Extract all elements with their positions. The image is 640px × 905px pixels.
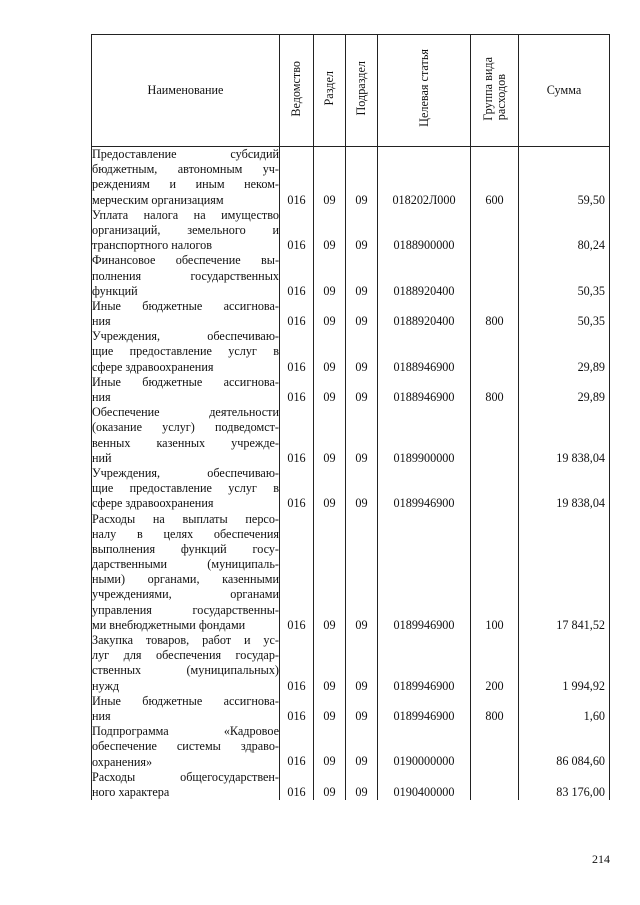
row-sum: 50,35	[519, 253, 610, 299]
table-row	[92, 329, 610, 375]
budget-table	[91, 34, 610, 800]
row-target: 0189900000	[378, 405, 471, 466]
row-dept: 016	[280, 253, 314, 299]
row-exp-group	[471, 405, 519, 466]
table-row	[92, 466, 610, 512]
row-target: 0188920400	[378, 253, 471, 299]
row-dept: 016	[280, 329, 314, 375]
row-name-line: нужд	[92, 678, 120, 693]
row-name-line: Закупка товаров, работ и ус-	[92, 633, 279, 647]
row-section: 09	[314, 512, 346, 634]
row-name-line: ственных (муниципальных)	[92, 663, 279, 678]
row-dept: 016	[280, 375, 314, 405]
row-name	[92, 253, 280, 299]
row-name-line: Предоставление субсидий	[92, 147, 279, 161]
row-subsection: 09	[346, 147, 378, 208]
row-exp-group: 600	[471, 147, 519, 208]
row-name-line: дарственными (муниципаль-	[92, 557, 279, 572]
row-name-line: охранения»	[92, 754, 153, 769]
row-name-line: налу в целях обеспечения	[92, 526, 279, 541]
header-subsection: Подраздел	[346, 35, 378, 147]
row-target: 0188900000	[378, 208, 471, 254]
row-dept: 016	[280, 512, 314, 634]
row-exp-group: 800	[471, 694, 519, 724]
row-subsection: 09	[346, 329, 378, 375]
table-row	[92, 512, 610, 634]
row-dept: 016	[280, 299, 314, 329]
row-name-line: луг для обеспечения государ-	[92, 648, 279, 663]
row-subsection: 09	[346, 375, 378, 405]
header-sum: Сумма	[519, 35, 610, 147]
row-sum: 50,35	[519, 299, 610, 329]
row-subsection: 09	[346, 299, 378, 329]
row-subsection: 09	[346, 633, 378, 694]
row-name-line: щие предоставление услуг в	[92, 481, 279, 496]
row-name-line: ного характера	[92, 784, 170, 799]
row-sum: 80,24	[519, 208, 610, 254]
row-name-line: функций	[92, 283, 138, 298]
row-name-line: полнения государственных	[92, 268, 279, 283]
row-sum: 83 176,00	[519, 770, 610, 800]
row-exp-group	[471, 253, 519, 299]
row-name-line: щие предоставление услуг в	[92, 344, 279, 359]
row-name-line: ми внебюджетными фондами	[92, 617, 246, 632]
row-name-line: Иные бюджетные ассигнова-	[92, 693, 279, 708]
row-sum: 17 841,52	[519, 512, 610, 634]
row-name	[92, 147, 280, 208]
row-dept: 016	[280, 147, 314, 208]
row-sum: 29,89	[519, 329, 610, 375]
row-dept: 016	[280, 633, 314, 694]
row-name	[92, 512, 280, 634]
row-target: 0189946900	[378, 512, 471, 634]
row-name-line: венных казенных учрежде-	[92, 435, 279, 450]
row-name-line: организаций, земельного и	[92, 222, 279, 237]
row-section: 09	[314, 299, 346, 329]
row-name-line: Иные бюджетные ассигнова-	[92, 374, 279, 389]
row-dept: 016	[280, 208, 314, 254]
header-name: Наименование	[92, 35, 280, 147]
row-exp-group	[471, 208, 519, 254]
row-name-line: ния	[92, 314, 111, 329]
row-target: 0189946900	[378, 466, 471, 512]
row-exp-group	[471, 329, 519, 375]
row-name-line: управления государственны-	[92, 602, 279, 617]
row-name	[92, 770, 280, 800]
row-name-line: Уплата налога на имущество	[92, 207, 279, 222]
header-exp-group: Группа видарасходов	[471, 35, 519, 147]
row-name-line: реждениям и иным неком-	[92, 177, 279, 192]
row-target: 0188946900	[378, 329, 471, 375]
row-sum: 19 838,04	[519, 466, 610, 512]
row-name-line: ния	[92, 390, 111, 404]
row-name-line: Расходы общегосударствен-	[92, 769, 279, 784]
row-dept: 016	[280, 466, 314, 512]
row-name-line: транспортного налогов	[92, 238, 212, 253]
row-name	[92, 405, 280, 466]
table-row	[92, 694, 610, 724]
row-exp-group: 800	[471, 375, 519, 405]
row-target: 0189946900	[378, 694, 471, 724]
row-exp-group: 800	[471, 299, 519, 329]
row-subsection: 09	[346, 208, 378, 254]
table-row	[92, 770, 610, 800]
row-name-line: Расходы на выплаты персо-	[92, 511, 279, 526]
row-section: 09	[314, 770, 346, 800]
row-target: 0189946900	[378, 633, 471, 694]
row-name-line: мерческим организациям	[92, 192, 224, 207]
row-name-line: Иные бюджетные ассигнова-	[92, 298, 279, 313]
row-name-line: Учреждения, обеспечиваю-	[92, 329, 279, 344]
row-exp-group: 100	[471, 512, 519, 634]
row-name-line: Учреждения, обеспечиваю-	[92, 465, 279, 480]
header-dept: Ведомство	[280, 35, 314, 147]
row-dept: 016	[280, 724, 314, 770]
row-name	[92, 466, 280, 512]
page-number: 214	[592, 852, 610, 866]
row-name	[92, 724, 280, 770]
row-sum: 19 838,04	[519, 405, 610, 466]
row-name-line: выполнения функций госу-	[92, 541, 279, 556]
table-row	[92, 405, 610, 466]
row-section: 09	[314, 724, 346, 770]
row-section: 09	[314, 375, 346, 405]
row-name	[92, 299, 280, 329]
row-sum: 29,89	[519, 375, 610, 405]
row-subsection: 09	[346, 724, 378, 770]
table-header-row	[92, 35, 610, 147]
row-sum: 59,50	[519, 147, 610, 208]
row-dept: 016	[280, 770, 314, 800]
row-section: 09	[314, 633, 346, 694]
table-row	[92, 299, 610, 329]
row-name	[92, 633, 280, 694]
row-name-line: обеспечение системы здраво-	[92, 739, 279, 754]
row-subsection: 09	[346, 253, 378, 299]
table-row	[92, 208, 610, 254]
row-sum: 86 084,60	[519, 724, 610, 770]
row-name	[92, 375, 280, 405]
row-exp-group	[471, 770, 519, 800]
row-target: 018202Л000	[378, 147, 471, 208]
row-name-line: ний	[92, 450, 112, 465]
row-subsection: 09	[346, 694, 378, 724]
row-name	[92, 329, 280, 375]
row-name	[92, 208, 280, 254]
table-row	[92, 633, 610, 694]
row-name-line: Финансовое обеспечение вы-	[92, 253, 279, 268]
row-target: 0190400000	[378, 770, 471, 800]
row-subsection: 09	[346, 512, 378, 634]
row-exp-group	[471, 466, 519, 512]
row-subsection: 09	[346, 405, 378, 466]
row-section: 09	[314, 694, 346, 724]
row-name	[92, 694, 280, 724]
row-section: 09	[314, 466, 346, 512]
row-section: 09	[314, 405, 346, 466]
row-target: 0188920400	[378, 299, 471, 329]
table-row	[92, 375, 610, 405]
row-name-line: Обеспечение деятельности	[92, 405, 279, 420]
row-section: 09	[314, 147, 346, 208]
row-name-line: Подпрограмма «Кадровое	[92, 724, 279, 739]
row-dept: 016	[280, 405, 314, 466]
row-name-line: ными) органами, казенными	[92, 572, 279, 587]
table-row	[92, 147, 610, 208]
row-dept: 016	[280, 694, 314, 724]
row-name-line: (оказание услуг) подведомст-	[92, 420, 279, 435]
row-name-line: сфере здравоохранения	[92, 496, 214, 511]
table-row	[92, 253, 610, 299]
row-target: 0190000000	[378, 724, 471, 770]
row-exp-group	[471, 724, 519, 770]
row-section: 09	[314, 208, 346, 254]
row-subsection: 09	[346, 770, 378, 800]
row-name-line: ния	[92, 708, 111, 723]
row-name-line: бюджетным, автономным уч-	[92, 162, 279, 177]
row-section: 09	[314, 329, 346, 375]
row-name-line: учреждениями, органами	[92, 587, 279, 602]
row-section: 09	[314, 253, 346, 299]
row-sum: 1,60	[519, 694, 610, 724]
row-subsection: 09	[346, 466, 378, 512]
row-target: 0188946900	[378, 375, 471, 405]
row-name-line: сфере здравоохранения	[92, 359, 214, 374]
table-body	[92, 147, 610, 801]
row-sum: 1 994,92	[519, 633, 610, 694]
header-section: Раздел	[314, 35, 346, 147]
row-exp-group: 200	[471, 633, 519, 694]
header-target: Целевая статья	[378, 35, 471, 147]
table-row	[92, 724, 610, 770]
